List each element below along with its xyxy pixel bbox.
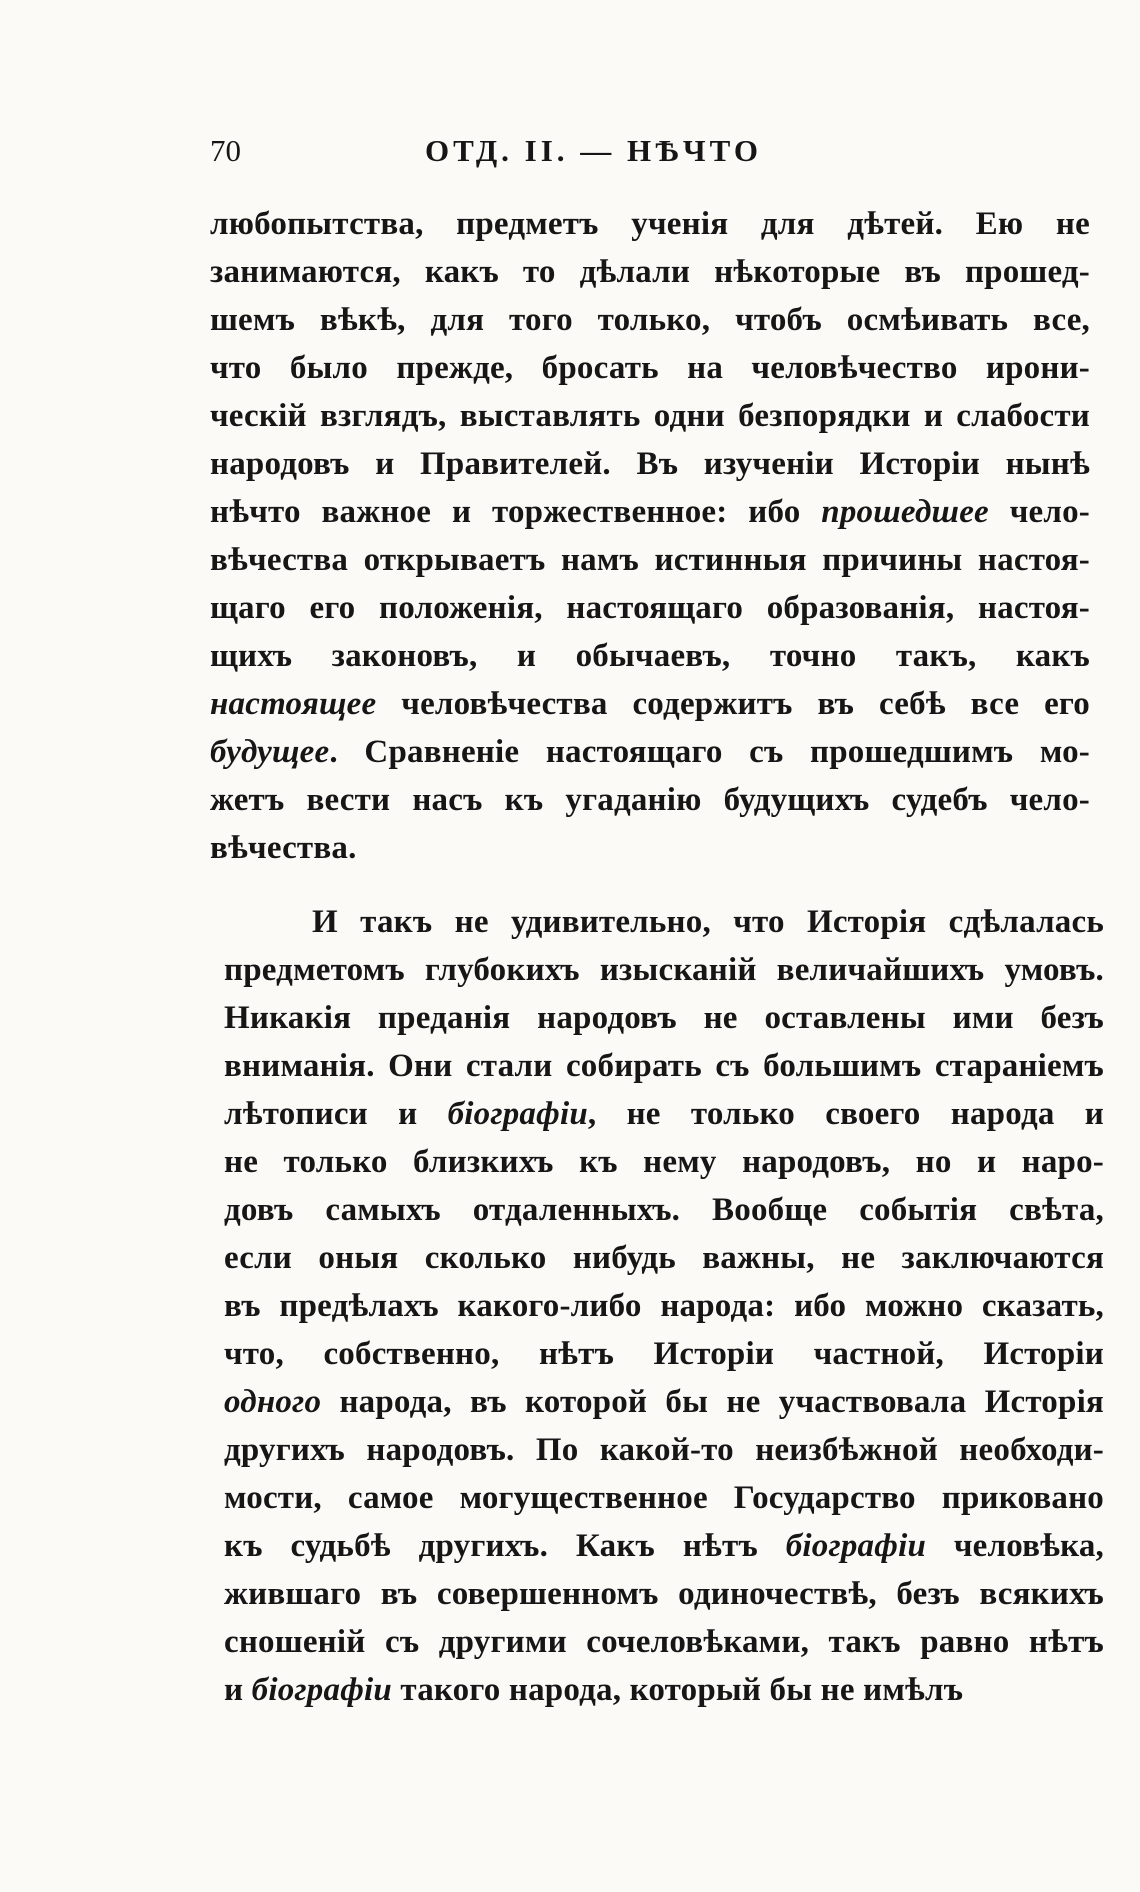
text-line: вѣчества открываетъ намъ истинныя причины настоя- [210, 542, 1090, 578]
text-line: лѣтописи и біографіи, не только своего народа и [224, 1096, 1105, 1132]
text-line: жетъ вести насъ къ угаданію будущихъ судебъ чело- [210, 782, 1090, 818]
text-line: жившаго въ совершенномъ одиночествѣ, безъ всякихъ [224, 1576, 1104, 1612]
text-line: И такъ не удивительно, что Исторія сдѣлалась [312, 904, 1104, 940]
running-head: ОТД. II. — НѢЧТО [425, 133, 762, 168]
text-line: предметомъ глубокихъ изысканій величайшихъ умовъ. [224, 952, 1104, 988]
text-line: настоящее человѣчества содержитъ въ себѣ все его [210, 686, 1090, 722]
text-line: и біографіи такого народа, который бы не имѣлъ [224, 1672, 964, 1708]
text-line: будущее. Сравненіе настоящаго съ прошедшимъ мо- [210, 734, 1090, 770]
text-line: другихъ народовъ. По какой-то неизбѣжной необходи- [224, 1432, 1104, 1468]
text-line: въ предѣлахъ какого-либо народа: ибо можно сказать, [224, 1288, 1104, 1324]
text-line: къ судьбѣ другихъ. Какъ нѣтъ біографіи человѣка, [224, 1528, 1104, 1564]
text-line: Никакія преданія народовъ не оставлены ими безъ [224, 1000, 1104, 1036]
text-line: любопытства, предметъ ученія для дѣтей. Ею не [210, 206, 1090, 242]
text-line: вѣчества. [210, 830, 357, 866]
paragraph-2 [210, 898, 1105, 1714]
text-line: народовъ и Правителей. Въ изученіи Исторіи нынѣ [210, 446, 1090, 482]
text-line: занимаются, какъ то дѣлали нѣкоторые въ прошед- [210, 254, 1090, 290]
text-line: сношеній съ другими сочеловѣками, такъ равно нѣтъ [224, 1624, 1104, 1660]
text-line: что было прежде, бросать на человѣчество ирони- [210, 350, 1090, 386]
page-number: 70 [210, 133, 241, 168]
text-line: довъ самыхъ отдаленныхъ. Вообще событія свѣта, [224, 1192, 1104, 1228]
text-line: одного народа, въ которой бы не участвовала Исторія [224, 1384, 1104, 1420]
text-line: если оныя сколько нибудь важны, не заключаются [224, 1240, 1104, 1276]
paragraph-1 [210, 200, 1090, 872]
text-line: не только близкихъ къ нему народовъ, но и наро- [224, 1144, 1104, 1180]
text-line: что, собственно, нѣтъ Исторіи частной, Исторіи [224, 1336, 1104, 1372]
text-line: вниманія. Они стали собирать съ большимъ стараніемъ [224, 1048, 1104, 1084]
text-line: щаго его положенія, настоящаго образованія, настоя- [210, 590, 1090, 626]
text-line: ческій взглядъ, выставлять одни безпорядки и слабости [210, 398, 1090, 434]
text-line: нѣчто важное и торжественное: ибо прошедшее чело- [210, 494, 1090, 530]
text-line: мости, самое могущественное Государство приковано [224, 1480, 1104, 1516]
text-line: щихъ законовъ, и обычаевъ, точно такъ, какъ [210, 638, 1090, 674]
text-line: шемъ вѣкѣ, для того только, чтобъ осмѣивать все, [210, 302, 1090, 338]
page-header [210, 126, 840, 176]
